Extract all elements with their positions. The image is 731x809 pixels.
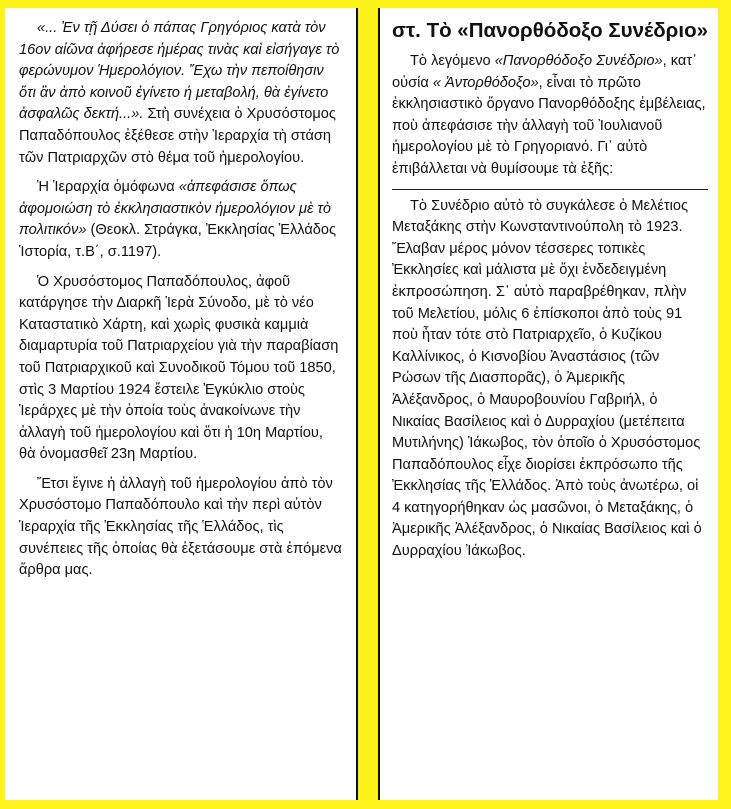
left-column xyxy=(5,8,358,800)
paragraph-3: Ὁ Χρυσόστομος Παπαδόπουλος, ἀφοῦ κατάργησε τὴν Διαρκῆ Ἱερὰ Σύνοδο, μὲ τὸ νέο Καταστατικὸ Χάρτη, καὶ χωρὶς φυσικὰ καμμιὰ διαμαρτυρία τοῦ Πατριαρχείου γιὰ τὴν παραβίαση τοῦ Πατριαρχικοῦ καὶ Συνοδικοῦ Τόμου τοῦ 1850, στὶς 3 Μαρτίου 1924 ἔστειλε Ἐγκύκλιο στοὺς Ἱεράρχες μὲ τὴν ὁποία τοὺς ἀνακοίνωνε τὴν ἀλλαγὴ τοῦ ἡμερολογίου καὶ ὅτι ἡ 10η Μαρτίου, θὰ ὀνομασθεῖ 23η Μαρτίου. xyxy=(19,273,339,463)
paragraph-1-rest: Στὴ συνέχεια ὁ Χρυσόστομος Παπαδόπουλος ἐξέθεσε στὴν Ἱεραρχία τὴ στάση τῶν Πατριαρχῶν στὸ θέμα τοῦ ἡμερολογίου. xyxy=(19,106,336,166)
paragraph-2-citation: (Θεοκλ. Στράγκα, Ἐκκλησίας Ἑλλάδος Ἱστορία, τ.Β΄, σ.1197). xyxy=(19,222,337,260)
paragraph-council: Τὸ Συνέδριο αὐτὸ τὸ συγκάλεσε ὁ Μελέτιος Μεταξάκης στὴν Κωνσταντινούπολη τὸ 1923. Ἔλαβαν μέρος μόνον τέσσερες τοπικὲς Ἐκκλησίες καὶ μάλιστα μὲ ὄχι ἐνδεδειγμένη ἐκπροσώπηση. Σ᾽ αὐτὸ παραβρέθηκαν, πλὴν τοῦ Μελετίου, μόλις 6 ἐπίσκοποι ἀπὸ τοὺς 91 ποὺ ἦταν τότε στὸ Πατριαρχεῖο, ὁ Κυζίκου Καλλίνικος, ὁ Κισνοβίου Ἀναστάσιος (τῶν Ρώσων τῆς Διασπορᾶς), ὁ Ἀμερικῆς Ἀλέξανδρος, ὁ Μαυροβουνίου Γαβριήλ, ὁ Νικαίας Βασίλειος καὶ ὁ Δυρραχίου (μετέπειτα Μυτιλήνης) Ἰάκωβος, τὸν ὁποῖο ὁ Χρυσόστομος Παπαδόπουλος εἶχε διορίσει ἐκπρόσωπο τῆς Ἐκκλησίας τῆς Ἑλλάδος. Ἀπὸ τοὺς ἀνωτέρω, οἱ 4 κατηγορήθηκαν ὡς μασῶνοι, ὁ Μεταξάκης, ὁ Ἀμερικῆς Ἀλέξανδρος, ὁ Νικαίας Βασίλειος καὶ ὁ Δυρραχίου Ἰάκωβος. xyxy=(392,197,702,560)
paragraph-intro xyxy=(392,51,708,181)
right-column xyxy=(378,8,718,800)
paragraph-4: Ἔτσι ἔγινε ἡ ἀλλαγὴ τοῦ ἡμερολογίου ἀπὸ τὸν Χρυσόστομο Παπαδόπουλο καὶ τὴν περὶ αὐτὸν Ἱεραρχία τῆς Ἐκκλησίας τῆς Ἑλλάδος, τὶς συνέπειες τῆς ὁποίας θὰ ἐξετάσουμε στὰ ἑπόμενα ἄρθρα μας. xyxy=(19,475,342,579)
quote-hierarchy: «ἀπεφάσισε ὅπως ἀφομοιώση τὸ ἐκκλησιαστικὸν ἡμερολόγιον μὲ τὸ πολιτικόν» xyxy=(19,179,332,239)
paragraph-2-start: Ἡ Ἱεραρχία ὁμόφωνα xyxy=(37,179,179,196)
intro-part-a: Τὸ λεγόμενο xyxy=(410,53,495,69)
intro-quote-ant: « Ἀντορθόδοξο» xyxy=(432,74,539,91)
section-heading: στ. Τὸ «Πανορθόδοξο Συνέδριο» xyxy=(392,19,708,42)
intro-part-c: , κατ᾽ οὐσία xyxy=(392,53,697,91)
intro-part-e: , εἶναι τὸ πρῶτο ἐκκλησιαστικὸ ὄργανο Πανορθόδοξης ἐμβέλειας, ποὺ ἀπεφάσισε τὴν ἀλλαγὴ τοῦ Ἰουλιανοῦ ἡμερολογίου μὲ τὸ Γρηγοριανό. Γι᾽ αὐτὸ ἐπιβάλλεται νὰ θυμίσουμε τὰ ἑξῆς: xyxy=(392,74,706,177)
quote-pope-gregory: «... Ἐν τῇ Δύσει ὁ πάπας Γρηγόριος κατὰ τὸν 16ον αἰῶνα ἀφήρεσε ἡμέρας τινὰς καὶ εἰσήγαγε τὸ φερώνυμον Ἡμερολόγιον. Ἔχω τὴν πεποίθησιν ὅτι ἂν ἀπὸ κοινοῦ ἐγίνετο ἡ μεταβολή, θὰ ἐγίνετο ἀσφαλῶς δεκτή...». xyxy=(19,20,340,123)
paragraph-2 xyxy=(19,177,342,263)
paragraph-1 xyxy=(19,18,342,169)
intro-quote-pan: «Πανορθόδοξο Συνέδριο» xyxy=(494,53,663,69)
divider xyxy=(392,189,708,190)
